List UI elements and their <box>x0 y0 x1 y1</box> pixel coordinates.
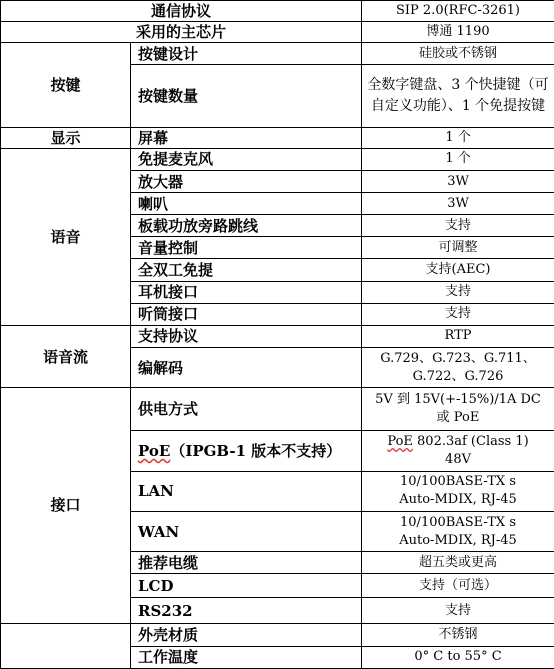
lan-value <box>362 471 554 511</box>
stream-protocol-value: RTP <box>362 325 554 347</box>
chip-label: 采用的主芯片 <box>1 22 362 43</box>
wan-value-line2: Auto-MDIX, RJ-45 <box>399 532 517 548</box>
voice-item-label: 耳机接口 <box>131 281 362 303</box>
key-count-value: 全数字键盘、3 个快捷键（可自定义功能）、1 个免提按键 <box>362 65 554 127</box>
voice-item-label: 音量控制 <box>131 237 362 259</box>
rs232-value: 支持 <box>362 598 554 623</box>
lan-label: LAN <box>131 471 362 511</box>
poe-label-term: PoE <box>138 442 171 461</box>
voice-item-value: 支持 <box>362 303 554 325</box>
chip-value: 博通 1190 <box>362 22 554 43</box>
power-value-line1: 5V 到 15V(+-15%)/1A DC <box>375 392 541 408</box>
table-row <box>1 1 554 22</box>
voice-item-label: 放大器 <box>131 170 362 192</box>
wan-label: WAN <box>131 511 362 551</box>
voice-item-label: 板载功放旁路跳线 <box>131 215 362 237</box>
key-count-label: 按键数量 <box>131 65 362 127</box>
voice-item-value: 1 个 <box>362 148 554 170</box>
stream-protocol-label: 支持协议 <box>131 325 362 347</box>
protocol-value: SIP 2.0(RFC-3261) <box>362 1 554 22</box>
voice-item-value: 可调整 <box>362 237 554 259</box>
voice-item-value: 支持(AEC) <box>362 259 554 281</box>
poe-value <box>362 431 554 471</box>
protocol-label: 通信协议 <box>1 1 362 22</box>
poe-label <box>131 431 362 471</box>
lcd-value: 支持（可选） <box>362 574 554 598</box>
voice-item-value: 3W <box>362 193 554 215</box>
screen-value: 1 个 <box>362 127 554 148</box>
table-row <box>1 325 554 347</box>
table-row <box>1 127 554 148</box>
table-row <box>1 22 554 43</box>
material-value: 不锈钢 <box>362 623 554 646</box>
poe-value-rest: 802.3af (Class 1) <box>412 434 529 450</box>
codec-value-line2: G.722、G.726 <box>412 368 504 384</box>
table-row <box>1 148 554 170</box>
temp-label: 工作温度 <box>131 646 362 668</box>
category-display: 显示 <box>1 127 131 148</box>
voice-item-label: 听筒接口 <box>131 303 362 325</box>
voice-item-label: 喇叭 <box>131 193 362 215</box>
cable-value: 超五类或更高 <box>362 552 554 574</box>
category-voice: 语音 <box>1 148 131 325</box>
wan-value <box>362 511 554 551</box>
table-row <box>1 43 554 65</box>
table-row <box>1 388 554 431</box>
material-label: 外壳材质 <box>131 623 362 646</box>
lan-value-line2: Auto-MDIX, RJ-45 <box>399 492 517 508</box>
voice-item-value: 支持 <box>362 281 554 303</box>
lan-value-line1: 10/100BASE-TX s <box>400 474 516 490</box>
power-value <box>362 388 554 431</box>
poe-value-line2: 48V <box>445 452 471 468</box>
category-other <box>1 623 131 668</box>
cable-label: 推荐电缆 <box>131 552 362 574</box>
poe-value-line1 <box>364 433 552 451</box>
power-value-line2: 或 PoE <box>436 410 480 426</box>
category-keys: 按键 <box>1 43 131 127</box>
voice-item-label: 全双工免提 <box>131 259 362 281</box>
key-design-label: 按键设计 <box>131 43 362 65</box>
poe-label-note: （IPGB-1 版本不支持） <box>170 442 342 461</box>
category-stream: 语音流 <box>1 325 131 387</box>
voice-item-value: 3W <box>362 170 554 192</box>
temp-value: 0° C to 55° C <box>362 646 554 668</box>
voice-item-label: 免提麦克风 <box>131 148 362 170</box>
lcd-label: LCD <box>131 574 362 598</box>
screen-label: 屏幕 <box>131 127 362 148</box>
voice-item-value: 支持 <box>362 215 554 237</box>
codec-value-line1: G.729、G.723、G.711、 <box>380 350 536 366</box>
power-label: 供电方式 <box>131 388 362 431</box>
codec-value <box>362 347 554 387</box>
table-row <box>1 623 554 646</box>
wan-value-line1: 10/100BASE-TX s <box>400 514 516 530</box>
codec-label: 编解码 <box>131 347 362 387</box>
key-design-value: 硅胶或不锈钢 <box>362 43 554 65</box>
poe-value-term: PoE <box>387 434 413 450</box>
rs232-label: RS232 <box>131 598 362 623</box>
category-interface: 接口 <box>1 388 131 623</box>
